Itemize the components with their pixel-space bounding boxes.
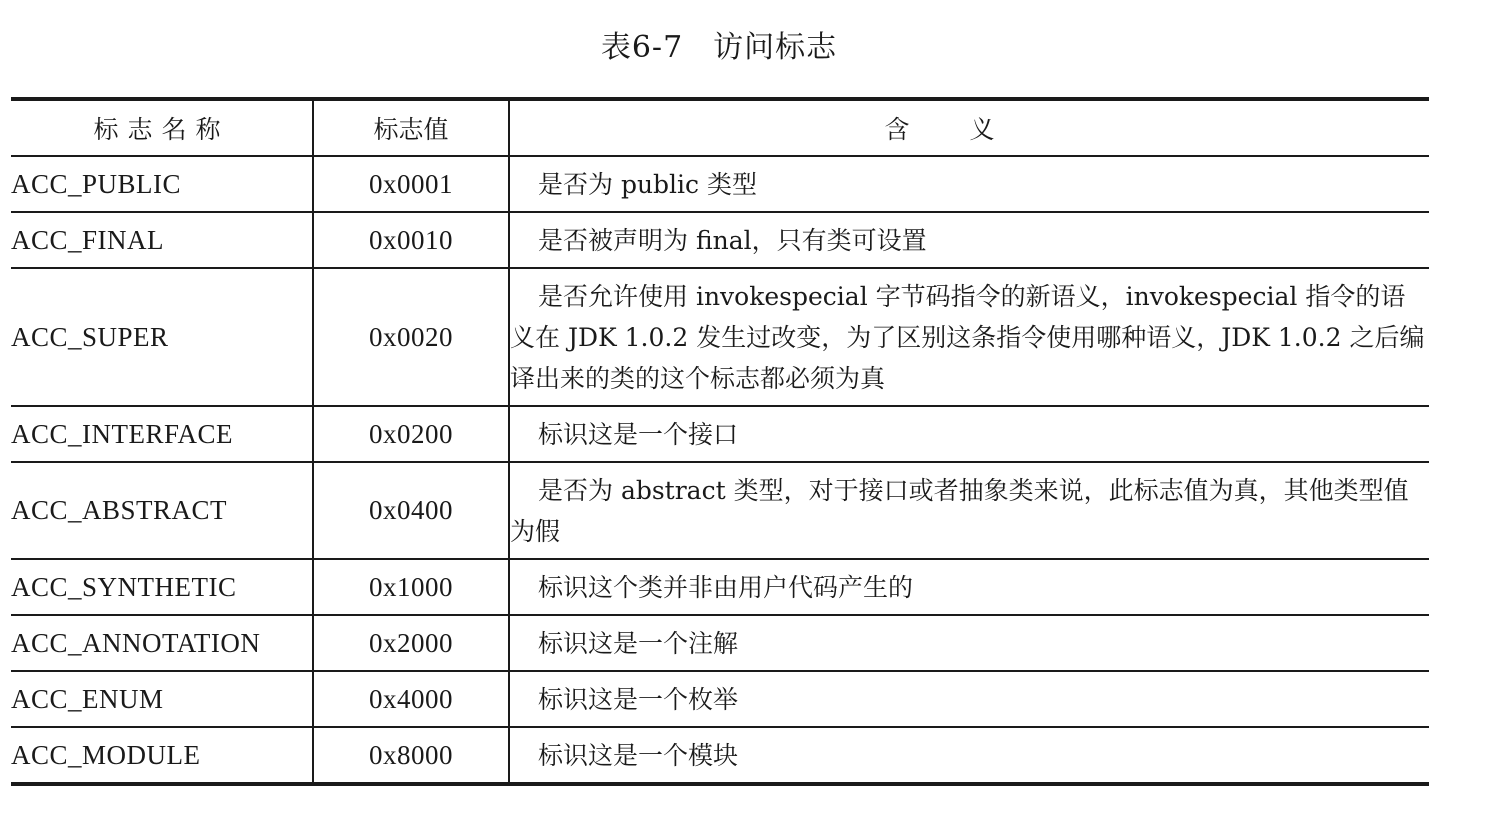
table-row <box>11 406 1429 462</box>
table-row <box>11 462 1429 559</box>
flag-meaning-cell: 标识这是一个模块 <box>509 727 1429 784</box>
flag-value-cell: 0x0010 <box>313 212 509 268</box>
header-row <box>11 99 1429 156</box>
flag-meaning-cell: 标识这是一个接口 <box>509 406 1429 462</box>
table-row <box>11 212 1429 268</box>
flag-meaning-cell: 是否允许使用 invokespecial 字节码指令的新语义，invokespecial 指令的语义在 JDK 1.0.2 发生过改变，为了区别这条指令使用哪种语义，JDK 1.0.2 之后编译出来的类的这个标志都必须为真 <box>509 268 1429 406</box>
flag-name-cell: ACC_FINAL <box>11 212 313 268</box>
header-flag-value: 标志值 <box>313 99 509 156</box>
header-flag-name: 标志名称 <box>11 99 313 156</box>
table-row <box>11 727 1429 784</box>
flag-name-cell: ACC_PUBLIC <box>11 156 313 212</box>
flag-name-cell: ACC_MODULE <box>11 727 313 784</box>
flag-value-cell: 0x2000 <box>313 615 509 671</box>
flag-value-cell: 0x0020 <box>313 268 509 406</box>
flag-value-cell: 0x8000 <box>313 727 509 784</box>
flag-meaning-cell: 标识这是一个枚举 <box>509 671 1429 727</box>
header-meaning: 含义 <box>509 99 1429 156</box>
flag-name-cell: ACC_ANNOTATION <box>11 615 313 671</box>
table-row <box>11 559 1429 615</box>
flag-name-cell: ACC_SUPER <box>11 268 313 406</box>
flag-name-cell: ACC_INTERFACE <box>11 406 313 462</box>
flag-value-cell: 0x0200 <box>313 406 509 462</box>
table-row <box>11 156 1429 212</box>
flag-meaning-cell: 是否被声明为 final，只有类可设置 <box>509 212 1429 268</box>
flag-meaning-cell: 标识这是一个注解 <box>509 615 1429 671</box>
table-number: 表6-7 <box>600 30 684 65</box>
flag-name-cell: ACC_ABSTRACT <box>11 462 313 559</box>
flag-value-cell: 0x0001 <box>313 156 509 212</box>
access-flags-table <box>11 97 1429 786</box>
table-row <box>11 615 1429 671</box>
flag-meaning-cell: 是否为 public 类型 <box>509 156 1429 212</box>
flag-value-cell: 0x0400 <box>313 462 509 559</box>
flag-name-cell: ACC_SYNTHETIC <box>11 559 313 615</box>
table-row <box>11 671 1429 727</box>
flag-value-cell: 0x4000 <box>313 671 509 727</box>
flag-meaning-cell: 标识这个类并非由用户代码产生的 <box>509 559 1429 615</box>
flag-meaning-cell: 是否为 abstract 类型，对于接口或者抽象类来说，此标志值为真，其他类型值为假 <box>509 462 1429 559</box>
table-caption <box>0 22 1438 66</box>
flag-value-cell: 0x1000 <box>313 559 509 615</box>
table-title: 访问标志 <box>713 30 838 65</box>
table-row <box>11 268 1429 406</box>
flag-name-cell: ACC_ENUM <box>11 671 313 727</box>
